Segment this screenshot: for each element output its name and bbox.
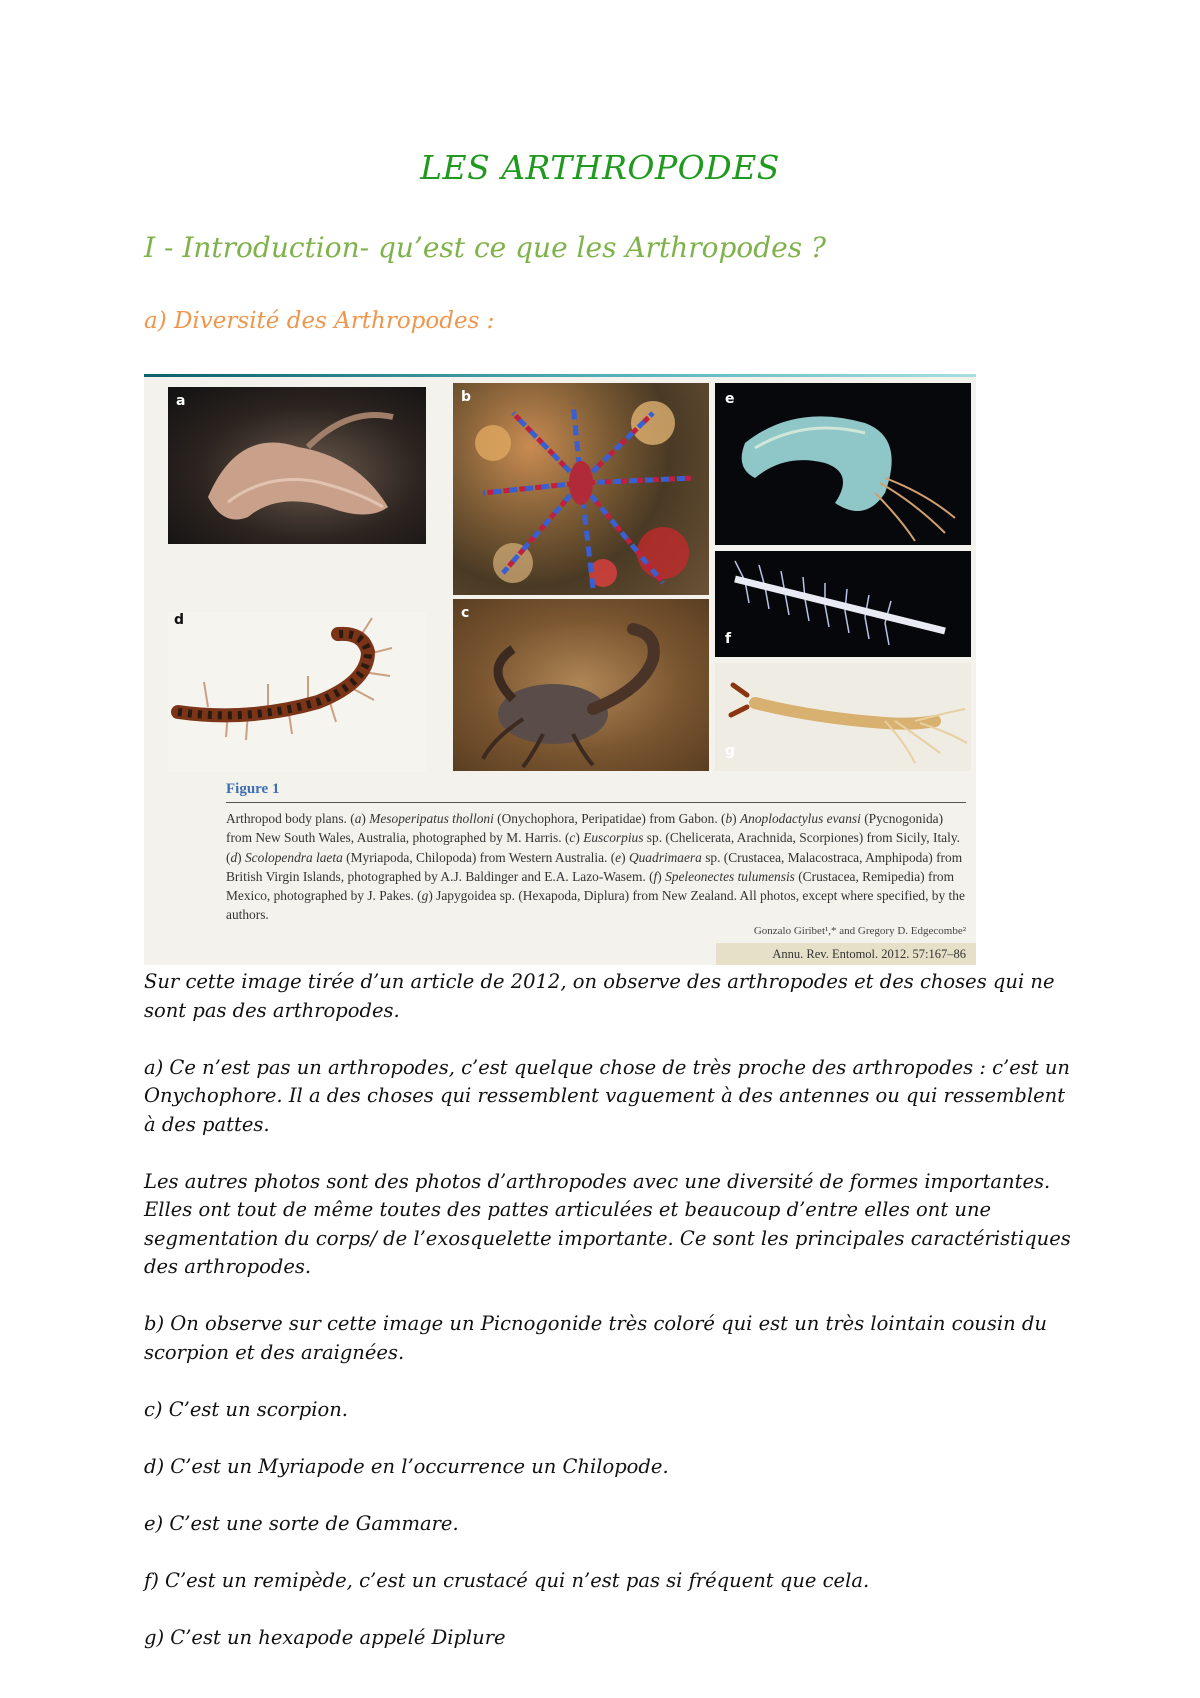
caption-part: a bbox=[354, 811, 362, 826]
caption-part: ) Japygoidea sp. (Hexapoda, Diplura) from New Zealand. All photos, except where specified, by the authors. bbox=[226, 888, 965, 923]
body-text bbox=[144, 968, 1074, 1681]
panel-letter-c: c bbox=[461, 605, 470, 621]
photo-e-amphipod bbox=[715, 383, 971, 545]
panel-letter-g: g bbox=[725, 743, 736, 759]
remipede-illustration bbox=[715, 551, 971, 657]
caption-part: Quadrimaera bbox=[628, 849, 702, 865]
caption-part: f bbox=[653, 868, 658, 884]
photo-f-remipede bbox=[715, 551, 971, 657]
body-paragraph: d) C’est un Myriapode en l’occurrence un Chilopode. bbox=[144, 1454, 669, 1478]
panel-letter-e: e bbox=[725, 391, 735, 407]
figure-authors: Gonzalo Giribet¹,* and Gregory D. Edgecombe² bbox=[753, 925, 966, 937]
photo-g-dipluran bbox=[715, 663, 971, 771]
pycnogonid-illustration bbox=[453, 383, 709, 595]
caption-part: ) bbox=[732, 811, 740, 826]
figure-arthropod-body-plans bbox=[144, 374, 976, 965]
body-paragraph: Les autres photos sont des photos d’arthropodes avec une diversité de formes importantes. Elles ont tout de même toutes des pattes articulées et beaucoup d’entre elles ont une segmentation du corps/ de l’exosquelette importante. Ce sont les principales caractéristiques des arthropodes. bbox=[144, 1169, 1071, 1278]
amphipod-illustration bbox=[715, 383, 971, 545]
caption-part: (Pycnogonida) from New South Wales, Australia, photographed by M. Harris. ( bbox=[226, 811, 944, 846]
caption-part: (Crustacea, Remipedia) from Mexico, photographed by J. Pakes. ( bbox=[226, 868, 955, 904]
dipluran-illustration bbox=[715, 663, 971, 771]
caption-part: b bbox=[725, 811, 733, 826]
body-paragraph: g) C’est un hexapode appelé Diplure bbox=[144, 1625, 506, 1649]
scorpion-illustration bbox=[453, 599, 709, 771]
photo-b-pycnogonid bbox=[453, 383, 709, 595]
photo-d-centipede bbox=[168, 612, 426, 772]
onychophoran-illustration bbox=[168, 387, 426, 544]
caption-part: d bbox=[230, 849, 238, 865]
panel-letter-f: f bbox=[725, 631, 732, 647]
figure-caption-text bbox=[226, 809, 966, 925]
caption-part: Scolopendra laeta bbox=[244, 849, 343, 865]
figure-caption bbox=[226, 781, 966, 925]
caption-part: g bbox=[421, 888, 429, 904]
caption-part: Arthropod body plans. ( bbox=[226, 811, 355, 826]
figure-label: Figure 1 bbox=[226, 781, 966, 803]
caption-part: (Myriapoda, Chilopoda) from Western Australia. ( bbox=[342, 849, 616, 865]
caption-part: sp. (Chelicerata, Arachnida, Scorpiones) from Sicily, Italy. ( bbox=[226, 830, 961, 865]
caption-part: sp. (Crustacea, Malacostraca, Amphipoda) from British Virgin Islands, photographed by A.J. Baldinger and E.A. Lazo-Wasem. ( bbox=[226, 849, 963, 884]
caption-part: c bbox=[569, 830, 576, 846]
caption-part: Speleonectes tulumensis bbox=[665, 868, 795, 884]
body-paragraph: Sur cette image tirée d’un article de 2012, on observe des arthropodes et des choses qui ne sont pas des arthropodes. bbox=[144, 970, 1055, 1022]
panel-letter-d: d bbox=[174, 612, 185, 628]
panel-letter-b: b bbox=[461, 389, 472, 405]
body-paragraph: e) C’est une sorte de Gammare. bbox=[144, 1511, 459, 1535]
centipede-illustration bbox=[168, 612, 426, 772]
body-paragraph: f) C’est un remipède, c’est un crustacé qui n’est pas si fréquent que cela. bbox=[144, 1568, 870, 1592]
body-paragraph: b) On observe sur cette image un Picnogonide très coloré qui est un très lointain cousin du scorpion et des araignées. bbox=[144, 1312, 1047, 1364]
caption-part: ) bbox=[575, 830, 584, 846]
photo-c-scorpion bbox=[453, 599, 709, 771]
caption-part: ) bbox=[621, 849, 629, 865]
panel-letter-a: a bbox=[176, 393, 186, 409]
caption-part: Mesoperipatus tholloni bbox=[369, 811, 494, 826]
subsection-heading: a) Diversité des Arthropodes : bbox=[144, 308, 495, 334]
body-paragraph: a) Ce n’est pas un arthropodes, c’est quelque chose de très proche des arthropodes : c’est un Onychophore. Il a des choses qui ressemblent vaguement à des antennes ou qui ressemblent à des pattes. bbox=[144, 1055, 1070, 1136]
caption-part: e bbox=[615, 849, 622, 865]
caption-part: (Onychophora, Peripatidae) from Gabon. ( bbox=[493, 811, 726, 826]
photo-a-onychophoran bbox=[168, 387, 426, 544]
caption-part: ) bbox=[657, 868, 666, 884]
figure-journal-citation: Annu. Rev. Entomol. 2012. 57:167–86 bbox=[716, 943, 976, 965]
caption-part: Anoplodactylus evansi bbox=[739, 811, 861, 826]
document-title: LES ARTHROPODES bbox=[420, 148, 780, 187]
section-heading: I - Introduction- qu’est ce que les Arthropodes ? bbox=[144, 231, 827, 264]
body-paragraph: c) C’est un scorpion. bbox=[144, 1397, 348, 1421]
caption-part: Euscorpius bbox=[583, 830, 644, 846]
caption-part: ) bbox=[237, 849, 245, 865]
caption-part: ) bbox=[361, 811, 370, 826]
